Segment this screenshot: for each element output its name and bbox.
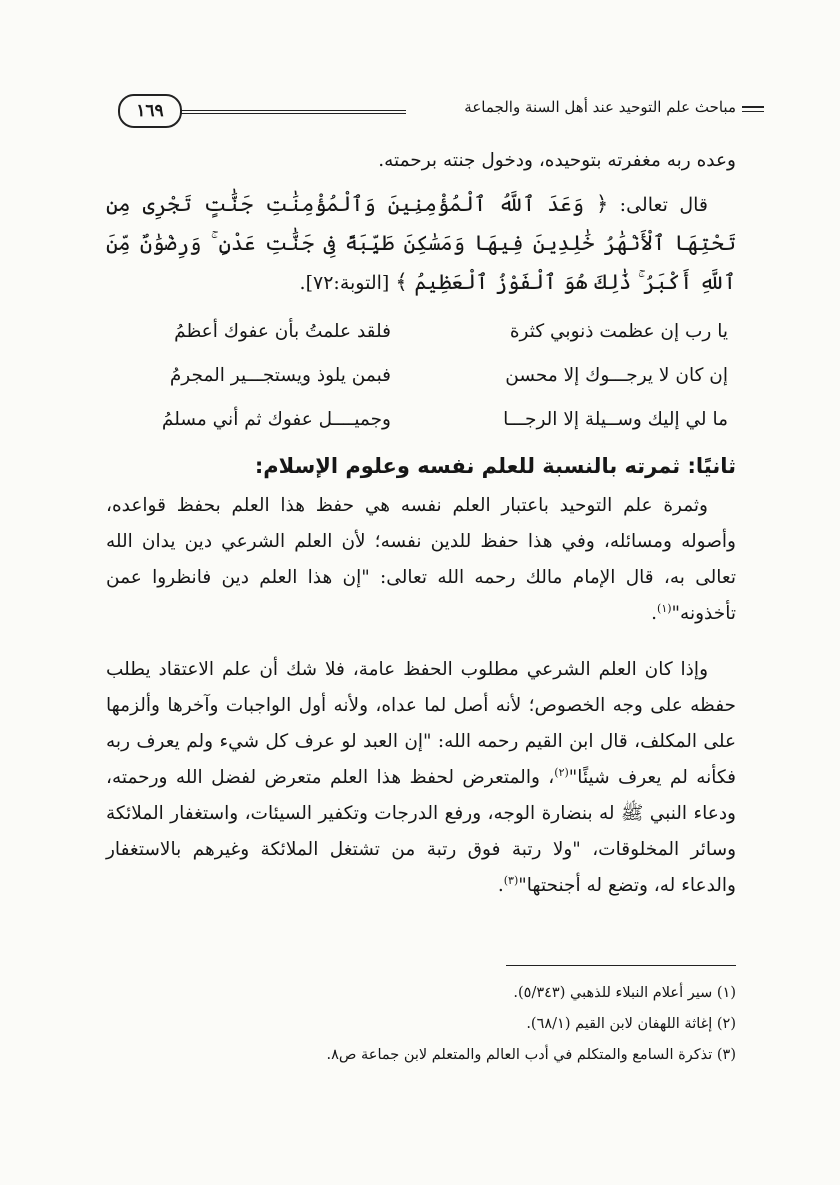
paragraph-text: وإذا كان العلم الشرعي مطلوب الحفظ عامة، فلا شك أن علم الاعتقاد يطلب حفظه على وجه الخصوص؛ لأنه أصل لما عداه، ولأنه أول الواجبات وآخرها وألزمها على المكلف، قال ابن القيم رحمه الله: "إن العبد لو عرف كل شيء ولم يعرف ربه فكأنه لم يعرف شيئًا" <box>106 659 736 788</box>
poem-hemistich-second: فلقد علمتُ بأن عفوك أعظمُ <box>174 321 391 342</box>
paragraph-end: . <box>497 875 504 896</box>
paragraph <box>106 652 736 904</box>
running-title: مباحث علم التوحيد عند أهل السنة والجماعة <box>464 98 736 116</box>
header-rule <box>180 110 406 114</box>
footnote: (١) سير أعلام النبلاء للذهبي (٥/٣٤٣). <box>513 985 736 1001</box>
footnote-ref: (١) <box>657 601 672 615</box>
poem-hemistich-first: إن كان لا يرجـــوك إلا محسن <box>505 365 728 386</box>
footnote: (٢) إغاثة اللهفان لابن القيم (٦٨/١). <box>526 1016 736 1032</box>
poem-hemistich-first: يا رب إن عظمت ذنوبي كثرة <box>509 321 728 342</box>
poem <box>106 310 736 442</box>
poem-hemistich-second: وجميــــل عفوك ثم أني مسلمُ <box>161 409 391 430</box>
poem-verse <box>106 310 736 354</box>
poem-hemistich-first: ما لي إليك وســيلة إلا الرجـــا <box>503 409 728 430</box>
paragraph <box>106 488 736 632</box>
footnote-ref: (٣) <box>503 873 519 887</box>
quran-paragraph <box>106 185 736 302</box>
footnotes <box>106 978 736 1071</box>
paragraph-continuation: وعده ربه مغفرته بتوحيده، ودخول جنته برحمته. <box>378 150 736 171</box>
header-dash <box>742 106 764 112</box>
footnote-separator <box>506 965 736 966</box>
running-header <box>118 94 736 134</box>
poem-verse <box>106 354 736 398</box>
paragraph-end: . <box>651 603 658 624</box>
section-heading: ثانيًا: ثمرته بالنسبة للعلم نفسه وعلوم الإسلام: <box>254 454 736 478</box>
page-number: ١٦٩ <box>118 94 182 128</box>
poem-hemistich-second: فبمن يلوذ ويستجـــير المجرمُ <box>169 365 391 386</box>
quran-intro: قال تعالى: <box>608 194 708 216</box>
footnote-ref: (٢) <box>554 765 569 779</box>
quran-verse: ﴿ وَعَدَ ٱللَّهُ ٱلْمُؤْمِنِينَ وَٱلْمُؤْمِنَٰتِ جَنَّٰتٍ تَجْرِى مِن تَحْتِهَا ٱلْأَنْهَٰرُ خَٰلِدِينَ فِيهَا وَمَسَٰكِنَ طَيِّبَةً فِى جَنَّٰتِ عَدْنٍ ۚ وَرِضْوَٰنٌ مِّنَ ٱللَّهِ أَكْبَرُ ۚ ذَٰلِكَ هُوَ ٱلْفَوْزُ ٱلْعَظِيمُ ﴾ <box>106 192 736 294</box>
paragraph-text: وثمرة علم التوحيد باعتبار العلم نفسه هي حفظ هذا العلم بحفظ قواعده، وأصوله ومسائله، وفي هذا حفظ للدين نفسه؛ لأن العلم الشرعي دين يدان الله تعالى به، قال الإمام مالك رحمه الله تعالى: "إن هذا العلم دين فانظروا عمن تأخذونه" <box>106 495 736 624</box>
footnote: (٣) تذكرة السامع والمتكلم في أدب العالم والمتعلم لابن جماعة ص٨. <box>326 1047 736 1063</box>
poem-verse <box>106 398 736 442</box>
paragraph-text: ، والمتعرض لحفظ هذا العلم متعرض لفضل الله ورحمته، ودعاء النبي ﷺ له بنضارة الوجه، ورفع الدرجات وتكفير السيئات، واستغفار الملائكة وسائر المخلوقات، "ولا رتبة فوق رتبة من تشتغل الملائكة وغيرهم بالاستغفار والدعاء له، وتضع له أجنحتها" <box>106 767 736 896</box>
page-body <box>106 143 736 904</box>
quran-reference: [التوبة:٧٢]. <box>299 272 396 294</box>
